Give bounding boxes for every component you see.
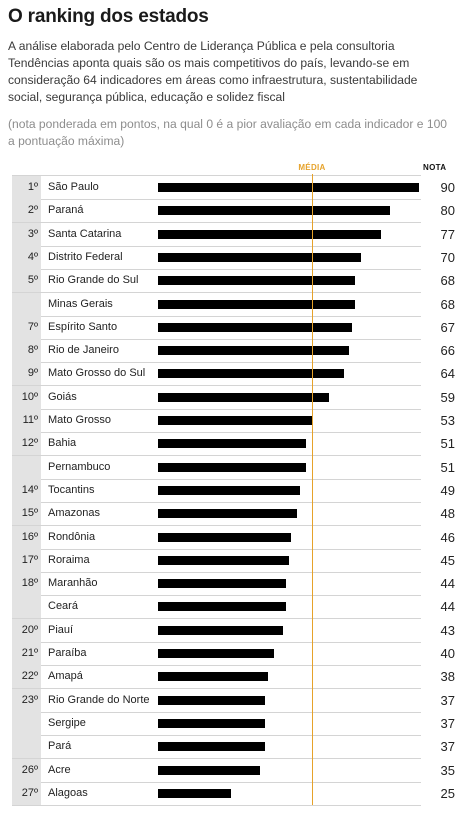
value-bar xyxy=(158,766,260,775)
table-row xyxy=(12,456,455,480)
value-bar xyxy=(158,463,306,472)
value-bar xyxy=(158,579,286,588)
state-label: Distrito Federal xyxy=(48,250,123,263)
value-bar xyxy=(158,789,231,798)
value-label: 38 xyxy=(440,669,455,685)
rank-cell: 17º xyxy=(12,549,41,572)
table-row xyxy=(12,502,455,526)
value-label: 45 xyxy=(440,552,455,568)
value-bar xyxy=(158,393,329,402)
rank-cell: 10º xyxy=(12,386,41,409)
rank-cell xyxy=(12,735,41,758)
value-bar xyxy=(158,556,289,565)
value-bar xyxy=(158,486,300,495)
rank-cell: 20º xyxy=(12,619,41,642)
table-row xyxy=(12,689,455,713)
table-row xyxy=(12,526,455,550)
value-bar xyxy=(158,649,274,658)
rank-cell: 14º xyxy=(12,479,41,502)
scale-note: (nota ponderada em pontos, na qual 0 é a pior avaliação em cada indicador e 100 a pontuação máxima) xyxy=(8,117,448,148)
rank-cell: 4º xyxy=(12,246,41,269)
state-label: São Paulo xyxy=(48,181,99,193)
rank-cell: 5º xyxy=(12,269,41,292)
rank-cell: 27º xyxy=(12,782,41,805)
value-label: 51 xyxy=(440,436,455,452)
value-bar xyxy=(158,253,361,262)
table-row xyxy=(12,595,455,619)
state-label: Roraima xyxy=(48,553,90,566)
value-label: 66 xyxy=(440,343,455,359)
state-label: Paraná xyxy=(48,204,84,217)
value-bar xyxy=(158,602,286,611)
value-bar xyxy=(158,369,344,378)
table-row xyxy=(12,712,455,736)
rank-cell: 2º xyxy=(12,199,41,222)
table-row xyxy=(12,642,455,666)
value-label: 70 xyxy=(440,249,455,265)
state-label: Sergipe xyxy=(48,716,86,729)
table-row xyxy=(12,479,455,503)
rank-cell xyxy=(12,595,41,618)
state-label: Maranhão xyxy=(48,577,98,590)
value-bar xyxy=(158,672,268,681)
rank-cell: 15º xyxy=(12,502,41,525)
value-bar xyxy=(158,719,265,728)
state-label: Espírito Santo xyxy=(48,320,118,333)
state-label: Mato Grosso do Sul xyxy=(48,367,146,380)
rank-cell xyxy=(12,456,41,479)
value-label: 68 xyxy=(440,273,455,289)
table-row xyxy=(12,619,455,643)
value-bar xyxy=(158,300,355,309)
value-label: 53 xyxy=(440,413,455,428)
value-label: 43 xyxy=(440,622,455,638)
value-bar xyxy=(158,533,291,542)
table-row xyxy=(12,432,455,456)
table-row xyxy=(12,362,455,386)
value-bar xyxy=(158,416,312,425)
state-label: Amapá xyxy=(48,670,83,683)
media-label: MÉDIA xyxy=(298,163,326,172)
value-label: 80 xyxy=(440,203,455,219)
chart-title: O ranking dos estados xyxy=(8,6,209,27)
table-row xyxy=(12,409,455,433)
rank-cell: 21º xyxy=(12,642,41,665)
state-label: Amazonas xyxy=(48,507,100,520)
value-label: 68 xyxy=(440,296,455,312)
table-row xyxy=(12,199,455,223)
value-label: 64 xyxy=(440,366,455,382)
value-label: 77 xyxy=(440,226,455,242)
state-label: Paraíba xyxy=(48,647,87,659)
state-label: Goiás xyxy=(48,390,77,403)
state-label: Pernambuco xyxy=(48,460,111,473)
state-label: Tocantins xyxy=(48,483,95,496)
state-label: Pará xyxy=(48,740,72,753)
rank-cell: 12º xyxy=(12,432,41,455)
table-row xyxy=(12,782,455,806)
state-label: Mato Grosso xyxy=(48,414,111,426)
rank-cell: 23º xyxy=(12,689,41,712)
value-label: 44 xyxy=(440,599,455,615)
table-row xyxy=(12,735,455,759)
value-bar xyxy=(158,626,283,635)
state-label: Piauí xyxy=(48,623,74,636)
rank-cell: 7º xyxy=(12,316,41,339)
value-label: 67 xyxy=(440,319,455,335)
table-row xyxy=(12,549,455,573)
table-row xyxy=(12,665,455,689)
table-row xyxy=(12,572,455,596)
rank-cell: 16º xyxy=(12,526,41,549)
table-row xyxy=(12,339,455,363)
rank-cell xyxy=(12,293,41,316)
media-reference-line xyxy=(312,174,313,805)
table-row xyxy=(12,759,455,783)
value-label: 90 xyxy=(440,180,455,195)
value-bar xyxy=(158,696,265,705)
value-label: 25 xyxy=(440,785,455,801)
table-row xyxy=(12,316,455,340)
value-label: 37 xyxy=(440,739,455,755)
rank-cell: 8º xyxy=(12,339,41,362)
rank-cell xyxy=(12,712,41,735)
state-label: Rondônia xyxy=(48,530,96,543)
value-label: 48 xyxy=(440,506,455,522)
rank-cell: 26º xyxy=(12,759,41,782)
rank-cell: 1º xyxy=(12,176,41,199)
table-row xyxy=(12,176,455,200)
value-label: 46 xyxy=(440,529,455,545)
state-label: Acre xyxy=(48,763,71,776)
state-label: Alagoas xyxy=(48,786,88,799)
table-row xyxy=(12,293,455,317)
intro-text: A análise elaborada pelo Centro de Liderança Pública e pela consultoria Tendências aponta quais são os mais competitivos do país, levando-se em consideração 64 indicadores em áreas como infraestrutura, sustentabilidade social, segurança pública, educação e solidez fiscal xyxy=(8,39,418,104)
value-label: 51 xyxy=(440,459,455,475)
value-bar xyxy=(158,742,265,751)
table-row xyxy=(12,246,455,270)
value-bar xyxy=(158,323,352,332)
value-bar xyxy=(158,206,390,215)
value-bar xyxy=(158,509,297,518)
value-label: 59 xyxy=(440,389,455,405)
state-label: Rio de Janeiro xyxy=(48,344,119,357)
value-bar xyxy=(158,439,306,448)
state-label: Rio Grande do Sul xyxy=(48,274,139,287)
table-row xyxy=(12,269,455,293)
value-bar xyxy=(158,230,381,239)
value-bar xyxy=(158,346,349,355)
value-label: 44 xyxy=(440,576,455,592)
state-label: Bahia xyxy=(48,437,77,450)
value-label: 35 xyxy=(440,762,455,778)
state-label: Santa Catarina xyxy=(48,227,122,240)
value-label: 40 xyxy=(440,646,455,661)
state-label: Minas Gerais xyxy=(48,297,113,310)
table-row xyxy=(12,386,455,410)
table-row xyxy=(12,223,455,247)
nota-column-header: NOTA xyxy=(423,163,447,172)
value-bar xyxy=(158,276,355,285)
value-label: 49 xyxy=(440,482,455,498)
value-label: 37 xyxy=(440,692,455,708)
rank-cell: 22º xyxy=(12,665,41,688)
value-bar xyxy=(158,183,419,192)
value-label: 37 xyxy=(440,715,455,731)
rank-cell: 11º xyxy=(12,409,41,432)
rank-cell: 9º xyxy=(12,362,41,385)
state-label: Rio Grande do Norte xyxy=(48,693,150,706)
state-label: Ceará xyxy=(48,600,78,613)
rank-cell: 18º xyxy=(12,572,41,595)
rank-cell: 3º xyxy=(12,223,41,246)
